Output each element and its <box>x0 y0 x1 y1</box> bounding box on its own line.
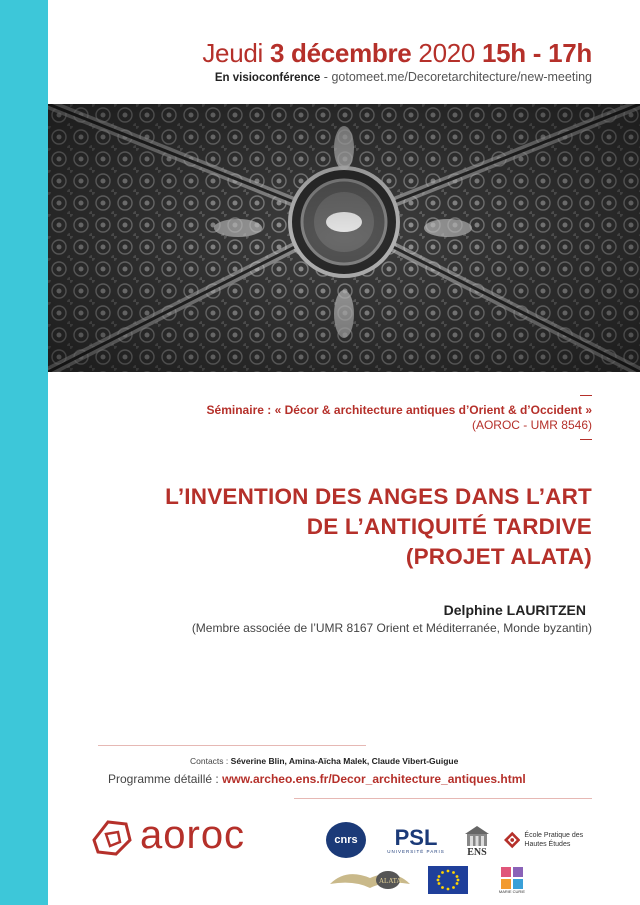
speaker-name: Delphine LAURITZEN <box>443 602 586 618</box>
event-date: Jeudi 3 décembre 2020 15h - 17h <box>202 38 592 68</box>
eu-flag-logo <box>428 866 468 894</box>
seminar-unit: (AOROC - UMR 8546) <box>471 418 592 432</box>
psl-logo: PSL UNIVERSITÉ PARIS <box>387 824 445 854</box>
seminar-info <box>207 403 592 433</box>
contacts-line: Contacts : Séverine Blin, Amina-Aïcha Malek, Claude Vibert-Guigue <box>190 756 459 766</box>
divider-dash-top <box>580 395 592 396</box>
footer-rule-bottom <box>294 798 592 799</box>
eu-stars-icon <box>428 866 468 894</box>
programme-line: Programme détaillé : www.archeo.ens.fr/Decor_architecture_antiques.html <box>108 772 526 786</box>
meeting-link[interactable]: gotomeet.me/Decoretarchitecture/new-meeting <box>331 70 592 84</box>
ephe-emblem-icon <box>504 829 520 851</box>
partner-logos <box>322 818 612 898</box>
alata-angel-icon <box>326 866 414 894</box>
seminar-title: Séminaire : « Décor & architecture antiques d’Orient & d’Occident » <box>206 403 592 417</box>
aoroc-wordmark: aoroc <box>140 813 246 857</box>
speaker-affiliation: (Membre associée de l’UMR 8167 Orient et Méditerranée, Monde byzantin) <box>191 621 592 635</box>
alata-logo <box>326 866 414 894</box>
ephe-logo: École Pratique des Hautes Études <box>504 822 604 858</box>
meeting-info: En visioconférence - gotomeet.me/Decoretarchitecture/new-meeting <box>214 70 592 84</box>
marie-curie-blocks-icon <box>501 867 523 889</box>
speaker-block <box>192 600 592 636</box>
marie-curie-logo: MARIE CURIE <box>494 864 530 896</box>
side-color-band <box>0 0 48 905</box>
ens-building-icon <box>465 825 489 847</box>
mosaic-vault-photo <box>48 104 640 372</box>
ens-logo: ENS <box>458 820 496 862</box>
svg-text:ALATA: ALATA <box>379 877 402 885</box>
footer-rule-top <box>98 745 366 746</box>
aoroc-emblem-icon <box>86 814 138 860</box>
talk-title: L’INVENTION DES ANGES DANS L’ART DE L’ANTIQUITÉ TARDIVE (PROJET ALATA) <box>165 484 592 569</box>
cnrs-logo: cnrs <box>326 822 366 858</box>
divider-dash-bottom <box>580 439 592 440</box>
programme-link[interactable]: www.archeo.ens.fr/Decor_architecture_antiques.html <box>222 772 526 786</box>
mode-label: En visioconférence <box>214 72 321 84</box>
